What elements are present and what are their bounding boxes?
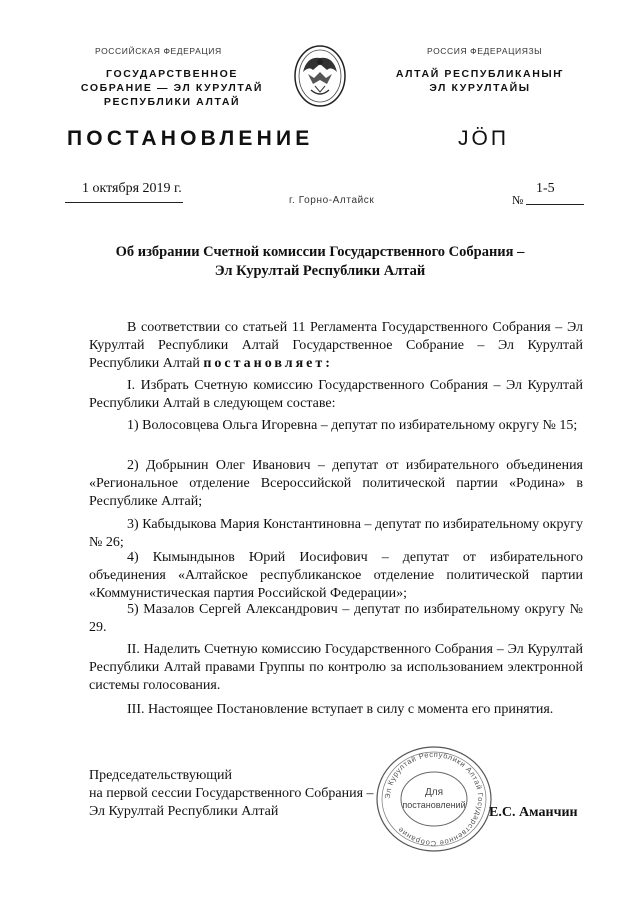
item-1-text: I. Избрать Счетную комиссию Государственного Собрания – Эл Курултай Республики Алтай в следующем составе:: [89, 378, 583, 411]
signature-line: на первой сессии Государственного Собрания –: [89, 786, 374, 801]
item-1-paragraph: [89, 377, 583, 413]
preamble-text: В соответствии со статьей 11 Регламента Государственного Собрания – Эл Курултай Республики Алтай Государственное Собрание – Эл Курултай Республики Алтай: [89, 320, 583, 371]
member-text: 4) Кымындынов Юрий Иосифович – депутат от избирательного объединения «Алтайское республиканское отделение политической партии «Коммунистическая партия Российской Федерации»;: [89, 550, 583, 601]
signature-block: [89, 767, 374, 821]
signature-line: Эл Курултай Республики Алтай: [89, 804, 279, 819]
stamp-inner-line: Для: [424, 787, 444, 798]
stamp-ring-text: Эл Курултай Республики Алтай Государственное Собрание: [382, 749, 486, 849]
subject-line: Об избрании Счетной комиссии Государственного Собрания –: [115, 244, 525, 260]
item-3-paragraph: [89, 701, 583, 719]
member-3: [89, 516, 583, 552]
header-left-institution: [72, 67, 272, 109]
header-left-country: РОССИЙСКАЯ ФЕДЕРАЦИЯ: [95, 46, 222, 56]
stamp-inner-line: постановлений: [402, 800, 466, 810]
header-left-line: ГОСУДАРСТВЕННОЕ: [106, 68, 238, 80]
item-3-text: III. Настоящее Постановление вступает в силу с момента его принятия.: [127, 702, 554, 717]
header-left-line: СОБРАНИЕ — ЭЛ КУРУЛТАЙ: [80, 82, 264, 94]
member-text: 2) Добрынин Олег Иванович – депутат от избирательного объединения «Региональное отделение Всероссийской политической партии «Родина» в Республике Алтай;: [89, 458, 583, 509]
member-5: [89, 601, 583, 637]
header-right-line: АЛТАЙ РЕСПУБЛИКАНЫҤ: [395, 68, 565, 80]
document-type-title-altai: JӦП: [458, 127, 509, 150]
item-2-text: II. Наделить Счетную комиссию Государственного Собрания – Эл Курултай Республики Алтай правами Группы по контролю за использованием электронной системы голосования.: [89, 642, 583, 693]
member-4: [89, 549, 583, 603]
coat-of-arms-icon: [293, 44, 347, 108]
member-text: 5) Мазалов Сергей Александрович – депутат по избирательному округу № 29.: [89, 602, 583, 635]
document-date: 1 октября 2019 г.: [82, 181, 182, 196]
document-number: 1-5: [536, 181, 555, 196]
document-place: г. Горно-Алтайск: [289, 195, 375, 206]
preamble-verb: постановляет:: [203, 356, 333, 371]
official-stamp: [373, 745, 495, 853]
member-text: 3) Кабыдыкова Мария Константиновна – депутат по избирательному округу № 26;: [89, 517, 583, 550]
signer-name: Е.С. Аманчин: [489, 805, 578, 820]
date-underline: [65, 202, 183, 203]
header-right-country: РОССИЯ ФЕДЕРАЦИЯЗЫ: [427, 46, 543, 56]
member-text: 1) Волосовцева Ольга Игоревна – депутат по избирательному округу № 15;: [127, 418, 578, 433]
header-right-line: ЭЛ КУРУЛТАЙЫ: [429, 82, 531, 94]
item-2-paragraph: [89, 641, 583, 695]
document-subject: [60, 243, 580, 281]
number-underline: [526, 204, 584, 205]
document-type-title: ПОСТАНОВЛЕНИЕ: [67, 127, 314, 150]
member-1: [89, 417, 583, 435]
member-2: [89, 457, 583, 511]
header-right-institution: [395, 67, 565, 95]
signature-line: Председательствующий: [89, 768, 233, 783]
subject-line: Эл Курултай Республики Алтай: [214, 263, 426, 279]
preamble-paragraph: [89, 319, 583, 373]
number-sign: №: [512, 193, 524, 207]
header-left-line: РЕСПУБЛИКИ АЛТАЙ: [103, 96, 241, 108]
